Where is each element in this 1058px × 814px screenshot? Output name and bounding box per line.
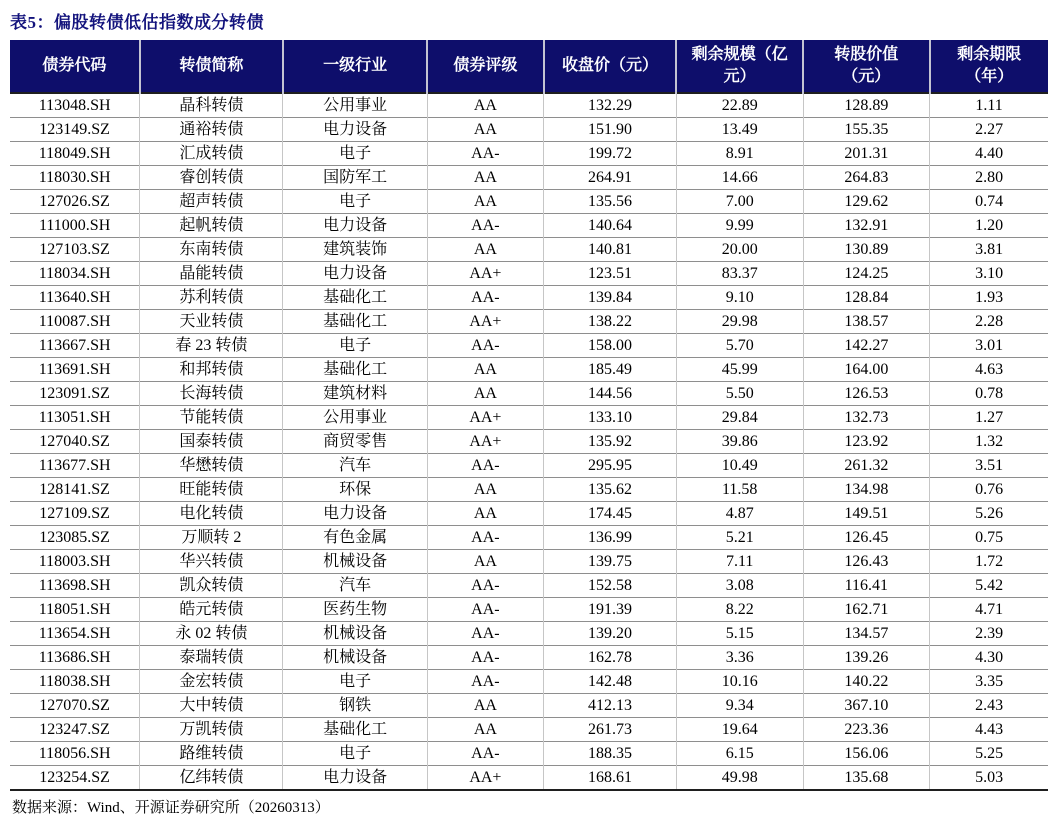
- table-row: [10, 526, 1048, 550]
- column-header: [140, 40, 283, 93]
- bond-table: [10, 40, 1048, 791]
- table-cell: 4.40: [930, 142, 1048, 166]
- table-cell: 128.84: [803, 286, 930, 310]
- table-cell: 139.75: [544, 550, 677, 574]
- table-cell: 皓元转债: [140, 598, 283, 622]
- table-cell: 188.35: [544, 742, 677, 766]
- table-row: [10, 310, 1048, 334]
- table-cell: 126.53: [803, 382, 930, 406]
- column-header-line: 剩余规模（亿: [691, 46, 788, 64]
- table-cell: 金宏转债: [140, 670, 283, 694]
- table-cell: 113677.SH: [10, 454, 140, 478]
- table-cell: 139.26: [803, 646, 930, 670]
- table-cell: 39.86: [676, 430, 803, 454]
- table-cell: 152.58: [544, 574, 677, 598]
- table-cell: 113051.SH: [10, 406, 140, 430]
- table-cell: 节能转债: [140, 406, 283, 430]
- table-cell: 138.22: [544, 310, 677, 334]
- table-cell: 133.10: [544, 406, 677, 430]
- column-header-line: 收盘价（元）: [561, 57, 658, 75]
- table-cell: 1.32: [930, 430, 1048, 454]
- table-cell: AA: [427, 238, 543, 262]
- table-cell: 基础化工: [283, 358, 427, 382]
- table-cell: AA-: [427, 574, 543, 598]
- table-cell: AA: [427, 190, 543, 214]
- table-cell: 基础化工: [283, 718, 427, 742]
- table-cell: 126.43: [803, 550, 930, 574]
- table-cell: 2.43: [930, 694, 1048, 718]
- table-cell: 东南转债: [140, 238, 283, 262]
- table-cell: AA-: [427, 286, 543, 310]
- table-cell: 1.20: [930, 214, 1048, 238]
- table-cell: 118034.SH: [10, 262, 140, 286]
- table-cell: 29.98: [676, 310, 803, 334]
- table-cell: 162.78: [544, 646, 677, 670]
- table-cell: AA-: [427, 742, 543, 766]
- column-header: [803, 40, 930, 93]
- table-cell: AA-: [427, 598, 543, 622]
- table-cell: 5.15: [676, 622, 803, 646]
- table-cell: 泰瑞转债: [140, 646, 283, 670]
- table-cell: 5.21: [676, 526, 803, 550]
- table-cell: 113640.SH: [10, 286, 140, 310]
- table-cell: AA-: [427, 214, 543, 238]
- table-row: [10, 622, 1048, 646]
- column-header: [10, 40, 140, 93]
- table-cell: 旺能转债: [140, 478, 283, 502]
- table-cell: 1.11: [930, 93, 1048, 118]
- table-cell: 汽车: [283, 454, 427, 478]
- table-cell: AA+: [427, 262, 543, 286]
- table-cell: 1.27: [930, 406, 1048, 430]
- table-cell: 164.00: [803, 358, 930, 382]
- table-cell: 118030.SH: [10, 166, 140, 190]
- table-cell: 264.83: [803, 166, 930, 190]
- table-cell: 4.30: [930, 646, 1048, 670]
- table-cell: 4.63: [930, 358, 1048, 382]
- table-cell: 142.48: [544, 670, 677, 694]
- table-cell: 123091.SZ: [10, 382, 140, 406]
- table-row: [10, 406, 1048, 430]
- table-cell: 长海转债: [140, 382, 283, 406]
- table-cell: AA: [427, 118, 543, 142]
- table-cell: 132.91: [803, 214, 930, 238]
- table-cell: 14.66: [676, 166, 803, 190]
- table-cell: 凯众转债: [140, 574, 283, 598]
- table-cell: 134.57: [803, 622, 930, 646]
- table-cell: 公用事业: [283, 93, 427, 118]
- table-cell: AA-: [427, 454, 543, 478]
- table-cell: 电子: [283, 334, 427, 358]
- table-cell: 13.49: [676, 118, 803, 142]
- table-cell: 123149.SZ: [10, 118, 140, 142]
- table-cell: 5.50: [676, 382, 803, 406]
- table-row: [10, 382, 1048, 406]
- table-cell: 0.76: [930, 478, 1048, 502]
- table-cell: 万顺转 2: [140, 526, 283, 550]
- table-cell: 公用事业: [283, 406, 427, 430]
- table-cell: 5.70: [676, 334, 803, 358]
- table-cell: 大中转债: [140, 694, 283, 718]
- table-cell: 140.81: [544, 238, 677, 262]
- table-cell: 49.98: [676, 766, 803, 791]
- table-cell: 电子: [283, 670, 427, 694]
- table-cell: 0.74: [930, 190, 1048, 214]
- table-cell: 3.08: [676, 574, 803, 598]
- table-cell: 9.10: [676, 286, 803, 310]
- table-cell: AA: [427, 358, 543, 382]
- table-cell: 199.72: [544, 142, 677, 166]
- table-cell: 6.15: [676, 742, 803, 766]
- table-cell: AA+: [427, 406, 543, 430]
- column-header: [427, 40, 543, 93]
- table-cell: AA-: [427, 142, 543, 166]
- table-cell: 0.78: [930, 382, 1048, 406]
- table-cell: 185.49: [544, 358, 677, 382]
- table-cell: 156.06: [803, 742, 930, 766]
- table-row: [10, 286, 1048, 310]
- table-row: [10, 142, 1048, 166]
- source-note: 数据来源：Wind、开源证券研究所（20260313）: [12, 800, 330, 814]
- table-cell: AA+: [427, 766, 543, 791]
- table-cell: 9.99: [676, 214, 803, 238]
- table-cell: 223.36: [803, 718, 930, 742]
- table-row: [10, 598, 1048, 622]
- table-cell: 155.35: [803, 118, 930, 142]
- table-cell: 128.89: [803, 93, 930, 118]
- table-row: [10, 358, 1048, 382]
- table-cell: 环保: [283, 478, 427, 502]
- table-cell: AA: [427, 478, 543, 502]
- table-cell: 162.71: [803, 598, 930, 622]
- table-cell: 华兴转债: [140, 550, 283, 574]
- table-row: [10, 502, 1048, 526]
- table-cell: 130.89: [803, 238, 930, 262]
- table-title: 表5：偏股转债低估指数成分转债: [10, 13, 264, 32]
- table-cell: 机械设备: [283, 622, 427, 646]
- table-cell: 电力设备: [283, 118, 427, 142]
- table-cell: 151.90: [544, 118, 677, 142]
- table-cell: 汽车: [283, 574, 427, 598]
- table-cell: 天业转债: [140, 310, 283, 334]
- table-cell: 9.34: [676, 694, 803, 718]
- table-cell: 118051.SH: [10, 598, 140, 622]
- table-cell: 113048.SH: [38, 97, 111, 114]
- table-cell: 2.27: [930, 118, 1048, 142]
- table-cell: AA+: [427, 430, 543, 454]
- table-cell: 机械设备: [283, 550, 427, 574]
- table-row: [10, 238, 1048, 262]
- table-cell: 1.93: [930, 286, 1048, 310]
- column-header-line: 转债简称: [179, 57, 244, 75]
- table-cell: 367.10: [803, 694, 930, 718]
- table-row: [10, 742, 1048, 766]
- table-cell: AA: [427, 694, 543, 718]
- table-row: [10, 670, 1048, 694]
- table-cell: 电化转债: [140, 502, 283, 526]
- table-cell: 118056.SH: [10, 742, 140, 766]
- table-cell: 电子: [283, 742, 427, 766]
- table-cell: 118049.SH: [10, 142, 140, 166]
- table-row: [10, 214, 1048, 238]
- table-cell: 134.98: [803, 478, 930, 502]
- table-cell: 电力设备: [283, 214, 427, 238]
- column-header-line: 元）: [723, 68, 756, 85]
- table-cell: 123.51: [544, 262, 677, 286]
- table-cell: 140.22: [803, 670, 930, 694]
- table-cell: 136.99: [544, 526, 677, 550]
- column-header: [544, 40, 677, 93]
- table-cell: AA: [427, 718, 543, 742]
- table-cell: 201.31: [803, 142, 930, 166]
- table-row: [10, 118, 1048, 142]
- table-cell: AA-: [427, 646, 543, 670]
- column-header: [676, 40, 803, 93]
- table-cell: 132.29: [544, 93, 677, 118]
- table-cell: AA-: [427, 670, 543, 694]
- column-header-line: （元）: [842, 68, 891, 85]
- table-cell: 路维转债: [140, 742, 283, 766]
- table-row: [10, 262, 1048, 286]
- table-cell: AA+: [427, 310, 543, 334]
- table-cell: 8.22: [676, 598, 803, 622]
- column-header-line: 债券评级: [453, 57, 518, 75]
- column-header-line: 转股价值: [834, 46, 899, 64]
- table-cell: 建筑材料: [283, 382, 427, 406]
- table-cell: 264.91: [544, 166, 677, 190]
- table-cell: 春 23 转债: [140, 334, 283, 358]
- table-cell: 113686.SH: [10, 646, 140, 670]
- table-cell: AA-: [427, 622, 543, 646]
- table-row: [10, 334, 1048, 358]
- table-cell: 135.68: [803, 766, 930, 791]
- table-cell: 174.45: [544, 502, 677, 526]
- table-cell: 127026.SZ: [10, 190, 140, 214]
- table-cell: 138.57: [803, 310, 930, 334]
- table-cell: 295.95: [544, 454, 677, 478]
- table-cell: 5.25: [930, 742, 1048, 766]
- table-cell: 127103.SZ: [10, 238, 140, 262]
- table-cell: 4.87: [676, 502, 803, 526]
- table-cell: 123.92: [803, 430, 930, 454]
- table-cell: 3.10: [930, 262, 1048, 286]
- table-cell: 123247.SZ: [10, 718, 140, 742]
- table-cell: 2.80: [930, 166, 1048, 190]
- table-cell: 3.35: [930, 670, 1048, 694]
- table-cell: 10.16: [676, 670, 803, 694]
- table-cell: 127040.SZ: [10, 430, 140, 454]
- table-cell: 亿纬转债: [140, 766, 283, 791]
- table-cell: AA-: [427, 526, 543, 550]
- table-cell: 261.73: [544, 718, 677, 742]
- table-cell: 苏利转债: [140, 286, 283, 310]
- table-cell: 2.28: [930, 310, 1048, 334]
- column-header: [930, 40, 1048, 93]
- table-cell: 电力设备: [283, 502, 427, 526]
- table-cell: 113698.SH: [10, 574, 140, 598]
- table-cell: 118003.SH: [10, 550, 140, 574]
- table-row: [10, 454, 1048, 478]
- table-cell: 191.39: [544, 598, 677, 622]
- column-header-line: 一级行业: [323, 57, 388, 75]
- table-cell: 电子: [283, 190, 427, 214]
- table-cell: 和邦转债: [140, 358, 283, 382]
- table-cell: 3.51: [930, 454, 1048, 478]
- table-cell: 3.81: [930, 238, 1048, 262]
- table-cell: 晶能转债: [140, 262, 283, 286]
- table-cell: 118038.SH: [10, 670, 140, 694]
- column-header-line: （年）: [965, 68, 1014, 85]
- table-cell: AA: [427, 382, 543, 406]
- table-cell: 124.25: [803, 262, 930, 286]
- table-cell: 135.62: [544, 478, 677, 502]
- column-header-line: 剩余期限: [957, 46, 1022, 64]
- table-cell: 万凯转债: [140, 718, 283, 742]
- table-cell: 135.56: [544, 190, 677, 214]
- table-cell: 建筑装饰: [283, 238, 427, 262]
- table-cell: 0.75: [930, 526, 1048, 550]
- bond-table-head: [10, 40, 1048, 93]
- table-cell: 19.64: [676, 718, 803, 742]
- table-header-row: [10, 40, 1048, 93]
- table-cell: 医药生物: [283, 598, 427, 622]
- table-cell: 127070.SZ: [10, 694, 140, 718]
- table-row: [10, 718, 1048, 742]
- table-cell: 126.45: [803, 526, 930, 550]
- table-cell: AA: [427, 550, 543, 574]
- table-cell: 127109.SZ: [10, 502, 140, 526]
- table-cell: 4.43: [930, 718, 1048, 742]
- table-cell: AA-: [427, 334, 543, 358]
- table-cell: 10.49: [676, 454, 803, 478]
- table-cell: 110087.SH: [10, 310, 140, 334]
- table-cell: 3.01: [930, 334, 1048, 358]
- table-cell: 83.37: [676, 262, 803, 286]
- table-row: [10, 550, 1048, 574]
- table-row: [10, 478, 1048, 502]
- table-cell: 7.11: [676, 550, 803, 574]
- table-cell: 电力设备: [283, 262, 427, 286]
- table-cell: 8.91: [676, 142, 803, 166]
- table-cell: 钢铁: [283, 694, 427, 718]
- table-cell: 139.20: [544, 622, 677, 646]
- table-cell: 起帆转债: [140, 214, 283, 238]
- table-cell: 261.32: [803, 454, 930, 478]
- table-cell: 国防军工: [283, 166, 427, 190]
- table-cell: 7.00: [676, 190, 803, 214]
- column-header-line: 债券代码: [42, 57, 107, 75]
- table-cell: 3.36: [676, 646, 803, 670]
- table-cell: 113667.SH: [10, 334, 140, 358]
- table-cell: 超声转债: [140, 190, 283, 214]
- table-cell: 华懋转债: [140, 454, 283, 478]
- table-row: [10, 694, 1048, 718]
- table-cell: 29.84: [676, 406, 803, 430]
- table-cell: 汇成转债: [140, 142, 283, 166]
- table-cell: 113691.SH: [10, 358, 140, 382]
- table-cell: 116.41: [803, 574, 930, 598]
- table-cell: 睿创转债: [140, 166, 283, 190]
- table-cell: 144.56: [544, 382, 677, 406]
- table-cell: 132.73: [803, 406, 930, 430]
- table-cell: 139.84: [544, 286, 677, 310]
- table-cell: 45.99: [676, 358, 803, 382]
- table-cell: 129.62: [803, 190, 930, 214]
- table-cell: 电力设备: [283, 766, 427, 791]
- table-row: [10, 93, 1048, 118]
- table-cell: 412.13: [544, 694, 677, 718]
- table-cell: 2.39: [930, 622, 1048, 646]
- table-cell: 149.51: [803, 502, 930, 526]
- table-cell: 通裕转债: [140, 118, 283, 142]
- table-cell: 140.64: [544, 214, 677, 238]
- bond-table-body: [10, 93, 1048, 790]
- table-cell: 142.27: [803, 334, 930, 358]
- table-cell: 1.72: [930, 550, 1048, 574]
- table-cell: 158.00: [544, 334, 677, 358]
- table-cell: 永 02 转债: [140, 622, 283, 646]
- table-cell: 5.42: [930, 574, 1048, 598]
- table-cell: 国泰转债: [140, 430, 283, 454]
- table-cell: 123085.SZ: [10, 526, 140, 550]
- table-cell: 135.92: [544, 430, 677, 454]
- table-row: [10, 766, 1048, 791]
- table-cell: 机械设备: [283, 646, 427, 670]
- table-cell: AA: [427, 93, 543, 118]
- table-cell: 20.00: [676, 238, 803, 262]
- table-row: [10, 190, 1048, 214]
- table-cell: 有色金属: [283, 526, 427, 550]
- table-row: [10, 166, 1048, 190]
- table-cell: AA: [427, 502, 543, 526]
- table-cell: 123254.SZ: [10, 766, 140, 791]
- table-cell: 4.71: [930, 598, 1048, 622]
- table-cell: 商贸零售: [283, 430, 427, 454]
- table-cell: 电子: [283, 142, 427, 166]
- table-cell: 5.26: [930, 502, 1048, 526]
- table-row: [10, 646, 1048, 670]
- table-row: [10, 574, 1048, 598]
- table-cell: 22.89: [676, 93, 803, 118]
- table-cell: 晶科转债: [140, 93, 283, 118]
- table-cell: 5.03: [930, 766, 1048, 791]
- table-row: [10, 430, 1048, 454]
- table-cell: 111000.SH: [10, 214, 140, 238]
- table-cell: 113654.SH: [10, 622, 140, 646]
- table-cell: 168.61: [544, 766, 677, 791]
- table-cell: 基础化工: [283, 286, 427, 310]
- table-cell: 128141.SZ: [10, 478, 140, 502]
- table-cell: AA: [427, 166, 543, 190]
- table-cell: 11.58: [676, 478, 803, 502]
- table-cell: 基础化工: [283, 310, 427, 334]
- column-header: [283, 40, 427, 93]
